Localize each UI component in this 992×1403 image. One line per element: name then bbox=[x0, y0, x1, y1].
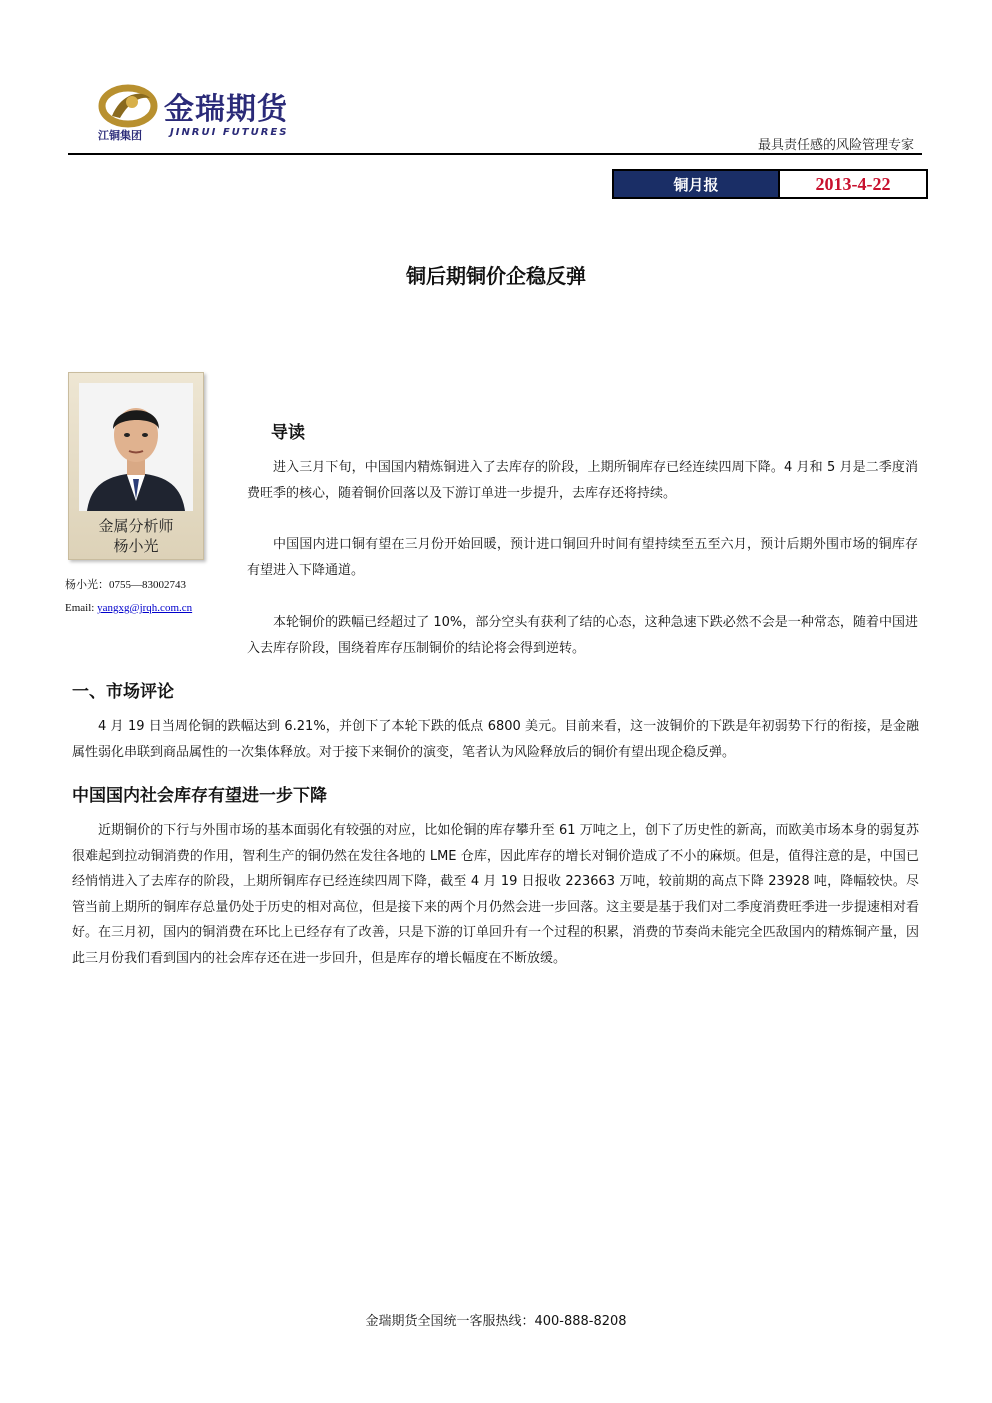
company-logo bbox=[98, 78, 328, 142]
report-info-box bbox=[612, 169, 928, 199]
report-date: 2013-4-22 bbox=[815, 173, 891, 194]
header-divider bbox=[68, 153, 922, 155]
footer-hotline: 金瑞期货全国统一客服热线：400-888-8208 bbox=[365, 1314, 627, 1329]
analyst-role: 金属分析师 bbox=[98, 517, 174, 535]
email-label: Email: bbox=[65, 602, 98, 614]
logo-chinese-name: 金瑞期货 bbox=[164, 92, 288, 127]
section-2-paragraph: 近期铜价的下行与外围市场的基本面弱化有较强的对应，比如伦铜的库存攀升至 61 万吨之上，创下了历史性的新高，而欧美市场本身的弱复苏很难起到拉动铜消费的作用，智利生产的铜仍然在发往各地的 LME 仓库，因此库存的增长对铜价造成了不小的麻烦。但是，值得注意的是，中国已经悄悄进入了去库存的阶段，上期所铜库存已经连续四周下降，截至 4 月 19 日报收 223663 万吨，较前期的高点下降 23928 吨，降幅较快。尽管当前上期所的铜库存总量仍处于历史的相对高位，但是接下来的两个月仍然会进一步回落。这主要是基于我们对二季度消费旺季进一步提速相对看好。在三月初，国内的铜消费在环比上已经存有了改善，只是下游的订单回升有一个过程的积累，消费的节奏尚未能完全匹敌国内的精炼铜产量，因此三月份我们看到国内的社会库存还在进一步回升，但是库存的增长幅度在不断放缓。 bbox=[72, 823, 919, 966]
email-link[interactable]: yangxg@jrqh.com.cn bbox=[97, 602, 193, 614]
report-type-label: 铜月报 bbox=[614, 171, 780, 197]
intro-paragraph-1: 进入三月下旬，中国国内精炼铜进入了去库存的阶段，上期所铜库存已经连续四周下降。4 月和 5 月是二季度消费旺季的核心，随着铜价回落以及下游订单进一步提升，去库存还将持续。 bbox=[247, 460, 918, 501]
logo-group-name: 江铜集团 bbox=[98, 129, 142, 142]
report-title: 铜后期铜价企稳反弹 bbox=[406, 264, 586, 288]
logo-english-name: JINRUI FUTURES bbox=[170, 127, 289, 138]
logo-emblem-icon bbox=[98, 78, 162, 130]
section-2-heading: 中国国内社会库存有望进一步下降 bbox=[72, 786, 327, 806]
intro-paragraph-3: 本轮铜价的跌幅已经超过了 10%，部分空头有获利了结的心态，这种急速下跌必然不会是一种常态，随着中国进入去库存阶段，围绕着库存压制铜价的结论将会得到逆转。 bbox=[247, 615, 918, 656]
section-1-paragraph: 4 月 19 日当周伦铜的跌幅达到 6.21%，并创下了本轮下跌的低点 6800 美元。目前来看，这一波铜价的下跌是年初弱势下行的衔接，是金融属性弱化串联到商品属性的一次集体释放。对于接下来铜价的演变，笔者认为风险释放后的铜价有望出现企稳反弹。 bbox=[72, 719, 919, 760]
intro-paragraph-2: 中国国内进口铜有望在三月份开始回暖，预计进口铜回升时间有望持续至五至六月，预计后期外围市场的铜库存有望进入下降通道。 bbox=[247, 537, 918, 578]
intro-heading: 导读 bbox=[271, 423, 305, 443]
analyst-phone: 杨小光：0755—83002743 bbox=[65, 579, 186, 591]
analyst-email-line bbox=[65, 602, 192, 614]
header-tagline: 最具责任感的风险管理专家 bbox=[757, 138, 914, 153]
analyst-name: 杨小光 bbox=[113, 537, 159, 555]
analyst-card bbox=[68, 372, 204, 560]
analyst-portrait-icon bbox=[79, 383, 193, 511]
section-1-heading: 一、市场评论 bbox=[72, 682, 174, 702]
analyst-photo bbox=[79, 383, 193, 511]
